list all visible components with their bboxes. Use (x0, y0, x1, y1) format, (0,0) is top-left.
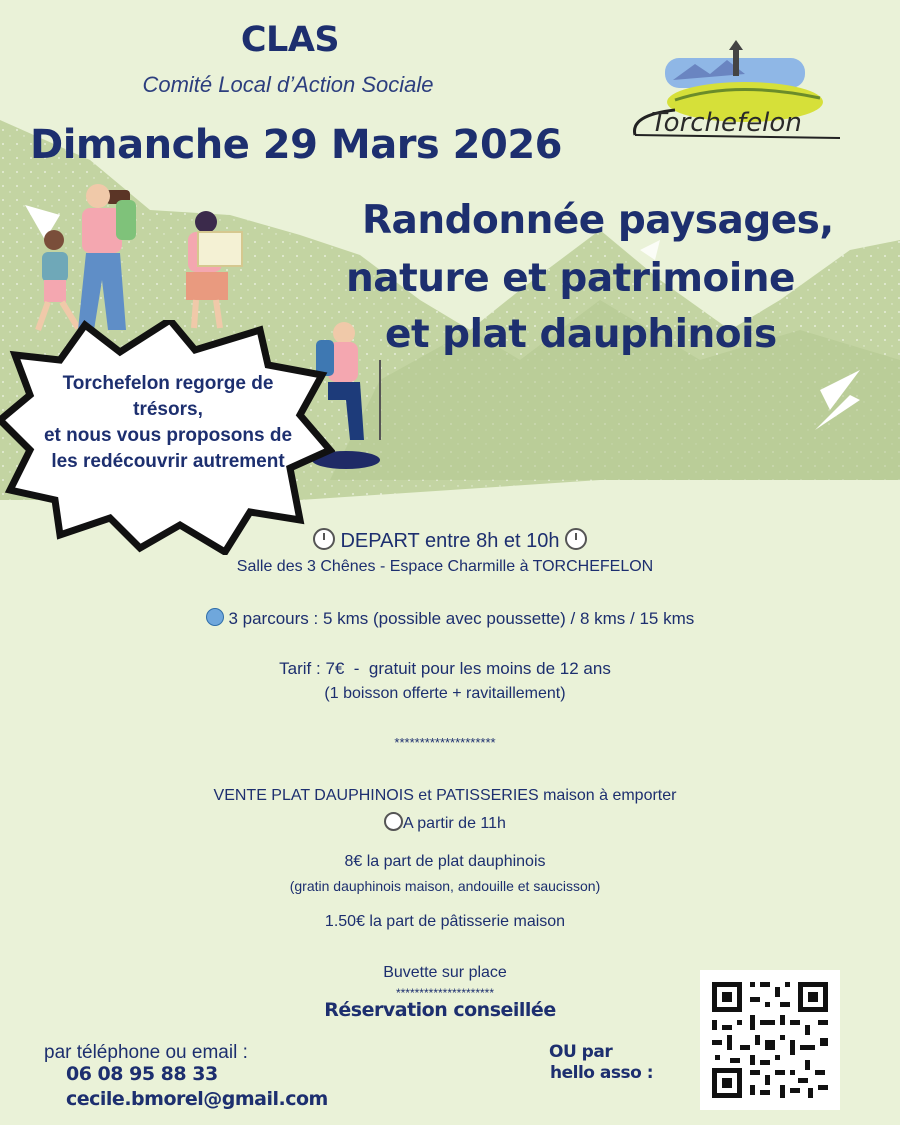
event-title-line-2: nature et patrimoine (346, 256, 795, 301)
woman-hiker (186, 211, 242, 328)
price-note: (1 boisson offerte + ravitaillement) (324, 685, 566, 702)
refreshments: Buvette sur place (383, 964, 507, 981)
qr-code-graphic (700, 970, 840, 1110)
sale-time-line (300, 812, 590, 833)
sale-time: A partir de 11h (403, 815, 506, 832)
callout-line: Torchefelon regorge de (62, 373, 274, 394)
separator: ******************** (394, 735, 496, 750)
alt-booking-line-1: OU par (549, 1042, 613, 1062)
routes: 3 parcours : 5 kms (possible avec poussette) / 8 kms / 15 kms (228, 609, 695, 628)
event-title-line-3: et plat dauphinois (385, 312, 777, 357)
sale-title: VENTE PLAT DAUPHINOIS et PATISSERIES maison à emporter (213, 787, 677, 804)
dish-detail: (gratin dauphinois maison, andouille et saucisson) (289, 878, 601, 894)
org-title: CLAS (240, 20, 340, 60)
clock-icon (565, 528, 587, 550)
price: Tarif : 7€ - gratuit pour les moins de 12 ans (279, 659, 611, 678)
globe-icon (206, 608, 224, 626)
event-title-line-1: Randonnée paysages, (362, 198, 834, 243)
logo-text: Torchefelon (651, 108, 802, 138)
departure-time: DEPART entre 8h et 10h (340, 530, 560, 552)
qr-code[interactable] (700, 970, 840, 1110)
torchefelon-logo (615, 40, 855, 150)
separator: ********************* (395, 986, 495, 1000)
callout-line: et nous vous proposons de (43, 425, 293, 446)
clock-icon (384, 812, 403, 831)
phone-number[interactable]: 06 08 95 88 33 (66, 1063, 218, 1085)
reservation-title: Réservation conseillée (324, 999, 556, 1021)
venue: Salle des 3 Chênes - Espace Charmille à TORCHEFELON (236, 558, 654, 575)
callout-line: trésors, (133, 399, 203, 420)
man-hiker (78, 184, 136, 330)
pastry-price: 1.50€ la part de pâtisserie maison (324, 913, 566, 930)
alt-booking-line-2: hello asso : (550, 1063, 653, 1083)
child-hiker (38, 230, 78, 330)
callout-line: les redécouvrir autrement (51, 451, 285, 472)
dish-price: 8€ la part de plat dauphinois (344, 853, 546, 870)
clock-icon (313, 528, 335, 550)
org-subtitle: Comité Local d’Action Sociale (142, 72, 434, 97)
departure-line (230, 528, 670, 553)
email-address[interactable]: cecile.bmorel@gmail.com (66, 1088, 328, 1110)
callout-text (18, 371, 318, 475)
event-date: Dimanche 29 Mars 2026 (30, 122, 562, 168)
contact-label: par téléphone ou email : (44, 1042, 248, 1063)
routes-line (140, 608, 760, 629)
